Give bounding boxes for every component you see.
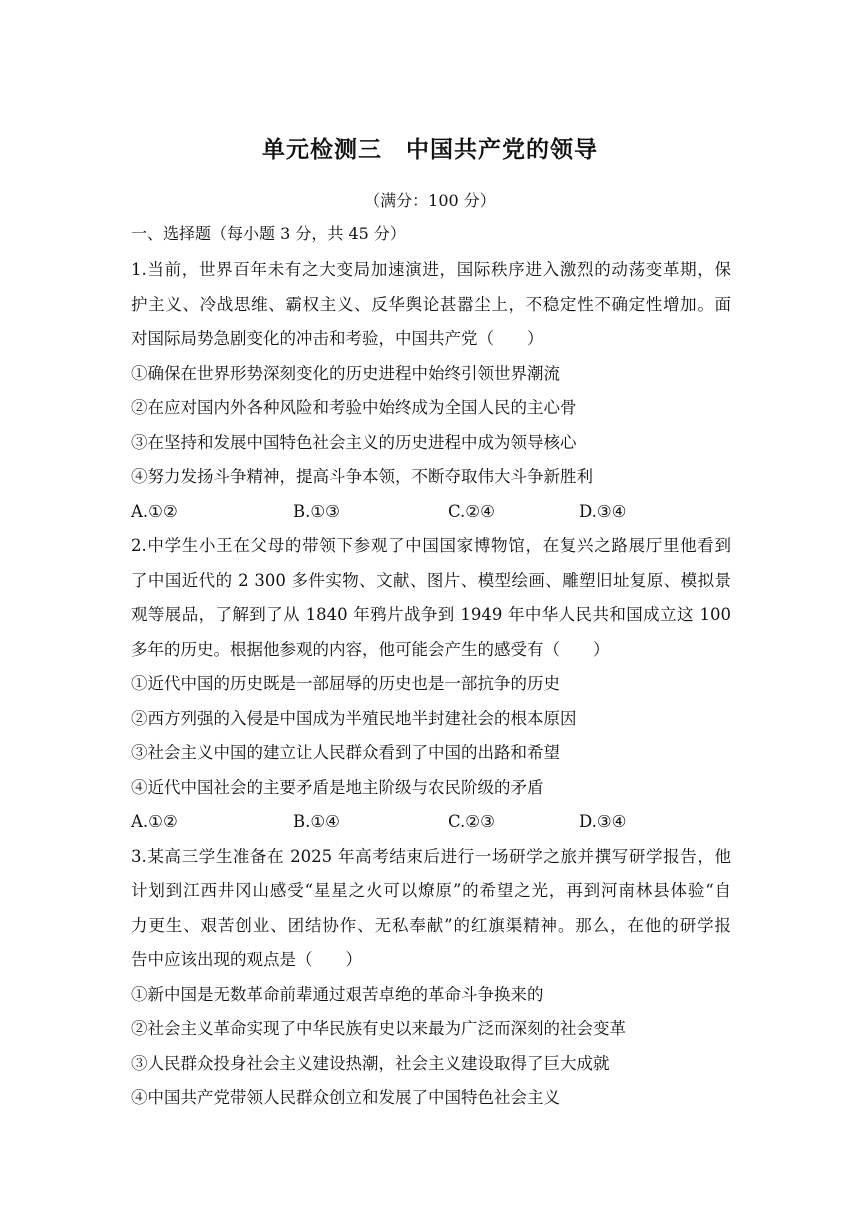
answer-options (131, 495, 731, 530)
full-score: （满分：100 分） (364, 191, 496, 210)
statement: ④近代中国社会的主要矛盾是地主阶级与农民阶级的矛盾 (131, 777, 544, 797)
question-stem-line: 观等展品，了解到了从 1840 年鸦片战争到 1949 年中华人民共和国成立这 100 (131, 605, 731, 624)
option-d[interactable]: D.③④ (579, 501, 627, 521)
question-stem-line: 了中国近代的 2 300 多件实物、文献、图片、模型绘画、雕塑旧址复原、模拟景 (131, 570, 731, 590)
answer-options (131, 805, 731, 840)
question-stem-line: 计划到江西井冈山感受“星星之火可以燎原”的希望之光，再到河南林县体验“自 (131, 881, 731, 900)
question-stem-line: 3.某高三学生准备在 2025 年高考结束后进行一场研学之旅并撰写研学报告，他 (131, 846, 731, 866)
statement: ③社会主义中国的建立让人民群众看到了中国的出路和希望 (131, 743, 560, 762)
option-c[interactable]: C.②④ (448, 501, 495, 521)
statement: ②西方列强的入侵是中国成为半殖民地半封建社会的根本原因 (131, 708, 577, 728)
option-b[interactable]: B.①③ (293, 501, 340, 521)
statement: ③在坚持和发展中国特色社会主义的历史进程中成为领导核心 (131, 432, 577, 452)
statement: ④努力发扬斗争精神，提高斗争本领，不断夺取伟大斗争新胜利 (131, 467, 593, 486)
statement: ①新中国是无数革命前辈通过艰苦卓绝的革命斗争换来的 (131, 984, 544, 1004)
statement: ③人民群众投身社会主义建设热潮，社会主义建设取得了巨大成就 (131, 1053, 610, 1073)
statement: ④中国共产党带领人民群众创立和发展了中国特色社会主义 (131, 1088, 560, 1107)
question-1 (131, 253, 731, 529)
question-stem-line: 对国际局势急剧变化的冲击和考验，中国共产党（ ） (131, 329, 544, 348)
question-stem-line: 护主义、冷战思维、霸权主义、反华舆论甚嚣尘上，不稳定性不确定性增加。面 (131, 294, 731, 314)
statement: ②社会主义革命实现了中华民族有史以来最为广泛而深刻的社会变革 (131, 1019, 626, 1038)
question-2 (131, 529, 731, 840)
statement: ②在应对国内外各种风险和考验中始终成为全国人民的主心骨 (131, 398, 577, 417)
statement: ①近代中国的历史既是一部屈辱的历史也是一部抗争的历史 (131, 674, 560, 693)
option-c[interactable]: C.②③ (448, 812, 495, 831)
question-stem-line: 力更生、艰苦创业、团结协作、无私奉献”的红旗渠精神。那么，在他的研学报 (131, 915, 731, 935)
question-stem-line: 1.当前，世界百年未有之大变局加速演进，国际秩序进入激烈的动荡变革期，保 (131, 260, 731, 279)
question-3 (131, 840, 731, 1116)
statement: ①确保在世界形势深刻变化的历史进程中始终引领世界潮流 (131, 363, 560, 383)
question-stem-line: 多年的历史。根据他参观的内容，他可能会产生的感受有（ ） (131, 639, 610, 659)
questions (131, 253, 731, 1116)
option-d[interactable]: D.③④ (579, 812, 627, 831)
question-stem-line: 2.中学生小王在父母的带领下参观了中国国家博物馆，在复兴之路展厅里他看到 (131, 536, 731, 555)
option-a[interactable]: A.①② (131, 812, 178, 831)
question-stem-line: 告中应该出现的观点是（ ） (131, 950, 362, 969)
page-title: 单元检测三 中国共产党的领导 (262, 137, 598, 163)
section-heading: 一、选择题（每小题 3 分，共 45 分） (131, 224, 406, 243)
option-b[interactable]: B.①④ (293, 812, 340, 831)
option-a[interactable]: A.①② (131, 501, 178, 521)
